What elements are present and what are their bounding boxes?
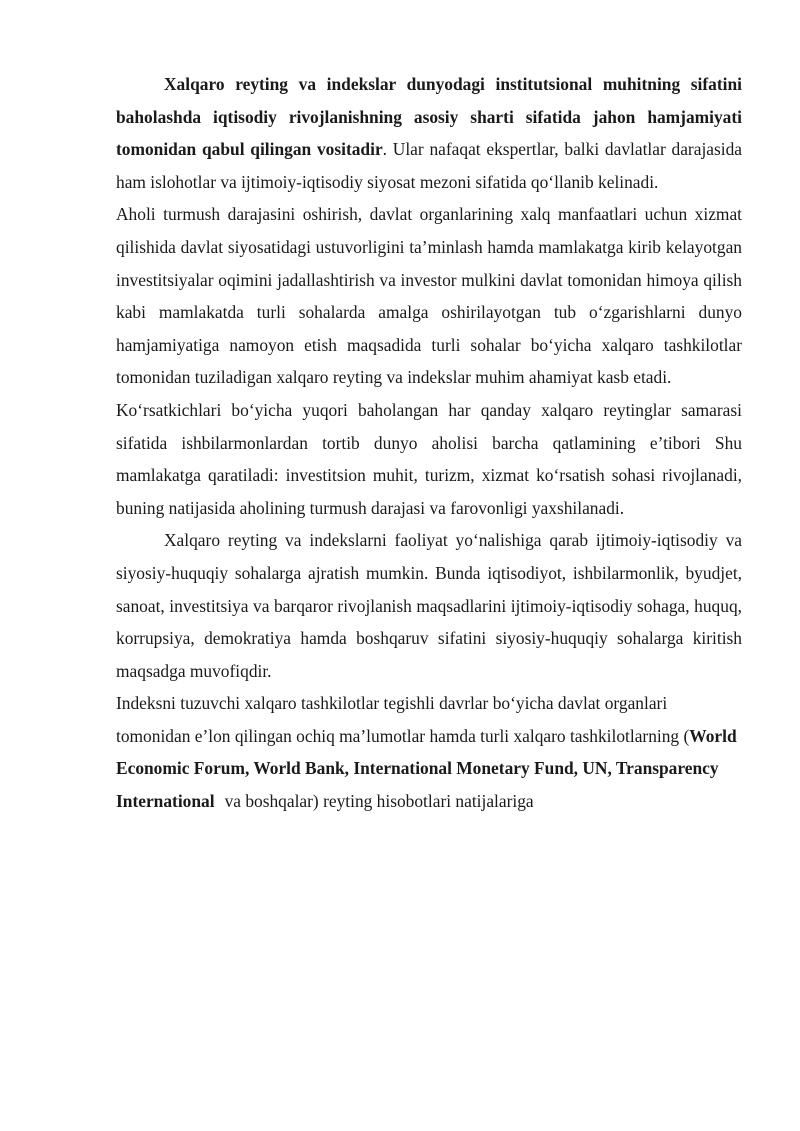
paragraph-5 <box>116 687 742 817</box>
paragraph-2 <box>116 198 742 394</box>
paragraph-4 <box>116 524 742 687</box>
paragraph-1-bold-lead: Xalqaro reyting va indekslar dunyodagi institutsional muhitning sifatini baholashda iqtisodiy rivojlanishning asosiy sharti sifatida jahon hamjamiyati tomonidan qabul qilingan vositadir <box>116 74 742 160</box>
paragraph-3-text: Ko‘rsatkichlari bo‘yicha yuqori baholangan har qanday xalqaro reytinglar samarasi sifatida ishbilarmonlardan tortib dunyo aholisi barcha qatlamining e’tibori Shu mamlakatga qaratiladi: investitsion muhit, turizm, xizmat ko‘rsatish sohasi rivojlanadi, buning natijasida aholining turmush darajasi va farovonligi yaxshilanadi. <box>116 399 742 518</box>
paragraph-5-text-before: Indeksni tuzuvchi xalqaro tashkilotlar tegishli davrlar bo‘yicha davlat organlari tomonidan e’lon qilingan ochiq ma’lumotlar hamda turli xalqaro tashkilotlarning ( <box>116 693 690 746</box>
paragraph-1-text: . Ular nafaqat ekspertlar, balki davlatlar darajasida ham islohotlar va ijtimoiy-iqtisodiy siyosat mezoni sifatida qo‘llanib kelinadi. <box>116 139 743 192</box>
body-text <box>116 68 742 818</box>
paragraph-3 <box>116 394 742 524</box>
paragraph-1 <box>116 68 742 198</box>
paragraph-5-text-after: va boshqalar) reyting hisobotlari natijalariga <box>224 791 534 812</box>
paragraph-5-bold-orgs: World Economic Forum, World Bank, International Monetary Fund, UN, Transparency International <box>116 725 737 812</box>
paragraph-4-text: Xalqaro reyting va indekslarni faoliyat yo‘nalishiga qarab ijtimoiy-iqtisodiy va siyosiy-huquqiy sohalarga ajratish mumkin. Bunda iqtisodiyot, ishbilarmonlik, byudjet, sanoat, investitsiya va barqaror rivojlanish maqsadlarini ijtimoiy-iqtisodiy sohaga, huquq, korrupsiya, demokratiya hamda boshqaruv sifatini siyosiy-huquqiy sohalarga kiritish maqsadga muvofiqdir. <box>116 530 742 681</box>
paragraph-2-text: Aholi turmush darajasini oshirish, davlat organlarining xalq manfaatlari uchun xizmat qilishida davlat siyosatidagi ustuvorligini ta’minlash hamda mamlakatga kirib kelayotgan investitsiyalar oqimini jadallashtirish va investor mulkini davlat tomonidan himoya qilish kabi mamlakatda turli sohalarda amalga oshirilayotgan tub o‘zgarishlarni dunyo hamjamiyatiga namoyon etish maqsadida turli sohalar bo‘yicha xalqaro tashkilotlar tomonidan tuziladigan xalqaro reyting va indekslar muhim ahamiyat kasb etadi. <box>116 204 742 388</box>
